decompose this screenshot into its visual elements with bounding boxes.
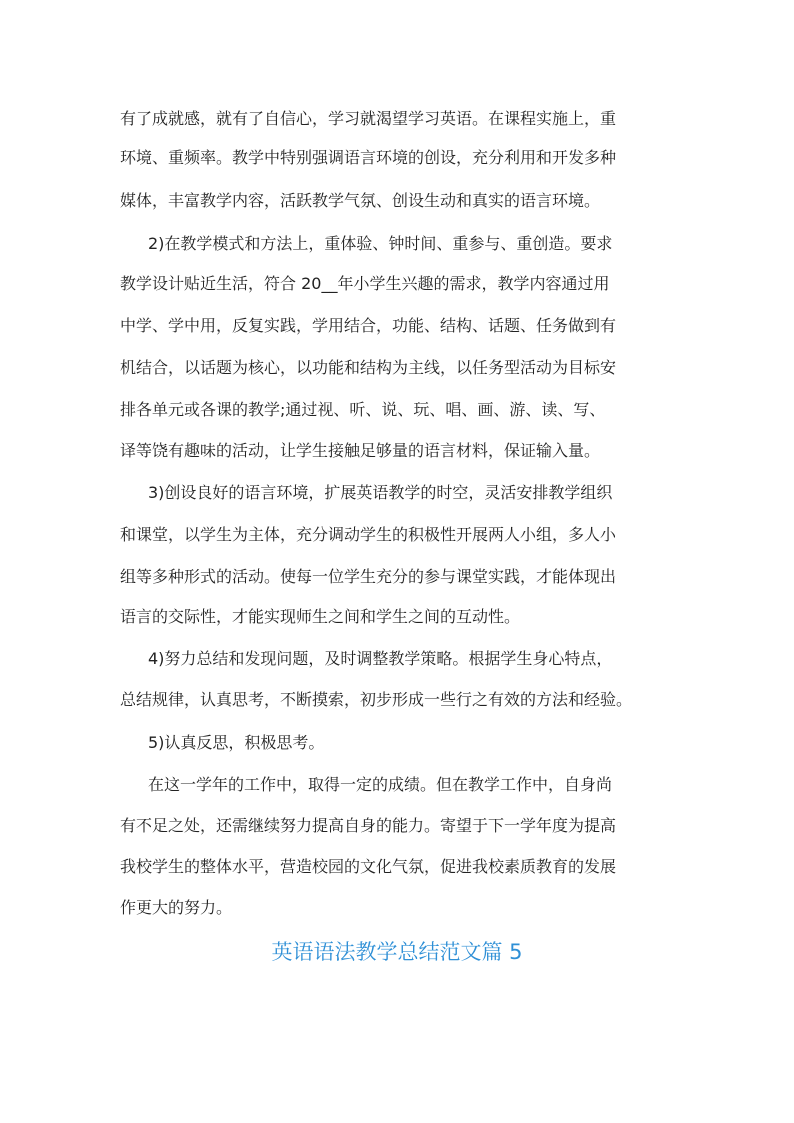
- paragraph-line: 3)创设良好的语言环境，扩展英语教学的时空，灵活安排教学组织: [148, 483, 613, 502]
- paragraph-line: 5)认真反思，积极思考。: [148, 733, 325, 752]
- paragraph-line: 组等多种形式的活动。使每一位学生充分的参与课堂实践，才能体现出: [120, 567, 617, 586]
- paragraph-line: 2)在教学模式和方法上，重体验、钟时间、重参与、重创造。要求: [148, 234, 613, 253]
- paragraph-line: 环境、重频率。教学中特别强调语言环境的创设，充分利用和开发多种: [120, 148, 617, 167]
- paragraph-line: 媒体，丰富教学内容，活跃教学气氛、创设生动和真实的语言环境。: [120, 191, 601, 210]
- paragraph-line: 译等饶有趣味的活动，让学生接触足够量的语言材料，保证输入量。: [120, 441, 601, 460]
- paragraph-line: 机结合，以话题为核心，以功能和结构为主线，以任务型活动为目标安: [120, 358, 617, 377]
- paragraph-line: 4)努力总结和发现问题，及时调整教学策略。根据学生身心特点，: [148, 649, 613, 668]
- paragraph-line: 我校学生的整体水平，营造校园的文化气氛，促进我校素质教育的发展: [120, 857, 617, 876]
- paragraph-line: 在这一学年的工作中，取得一定的成绩。但在教学工作中，自身尚: [148, 775, 613, 794]
- paragraph-line: 和课堂，以学生为主体，充分调动学生的积极性开展两人小组，多人小: [120, 525, 617, 544]
- paragraph-line: 中学、学中用，反复实践，学用结合，功能、结构、话题、任务做到有: [120, 316, 617, 335]
- paragraph-line: 总结规律，认真思考，不断摸索，初步形成一些行之有效的方法和经验。: [120, 690, 633, 709]
- paragraph-line: 有了成就感，就有了自信心，学习就渴望学习英语。在课程实施上，重: [120, 109, 617, 128]
- section-heading: 英语语法教学总结范文篇 5: [271, 940, 523, 964]
- paragraph-line: 有不足之处，还需继续努力提高自身的能力。寄望于下一学年度为提高: [120, 816, 617, 835]
- paragraph-line: 作更大的努力。: [120, 898, 233, 917]
- paragraph-line: 教学设计贴近生活，符合 20__年小学生兴趣的需求，教学内容通过用: [120, 274, 610, 293]
- paragraph-line: 语言的交际性，才能实现师生之间和学生之间的互动性。: [120, 607, 521, 626]
- paragraph-line: 排各单元或各课的教学;通过视、听、说、玩、唱、画、游、读、写、: [120, 400, 606, 419]
